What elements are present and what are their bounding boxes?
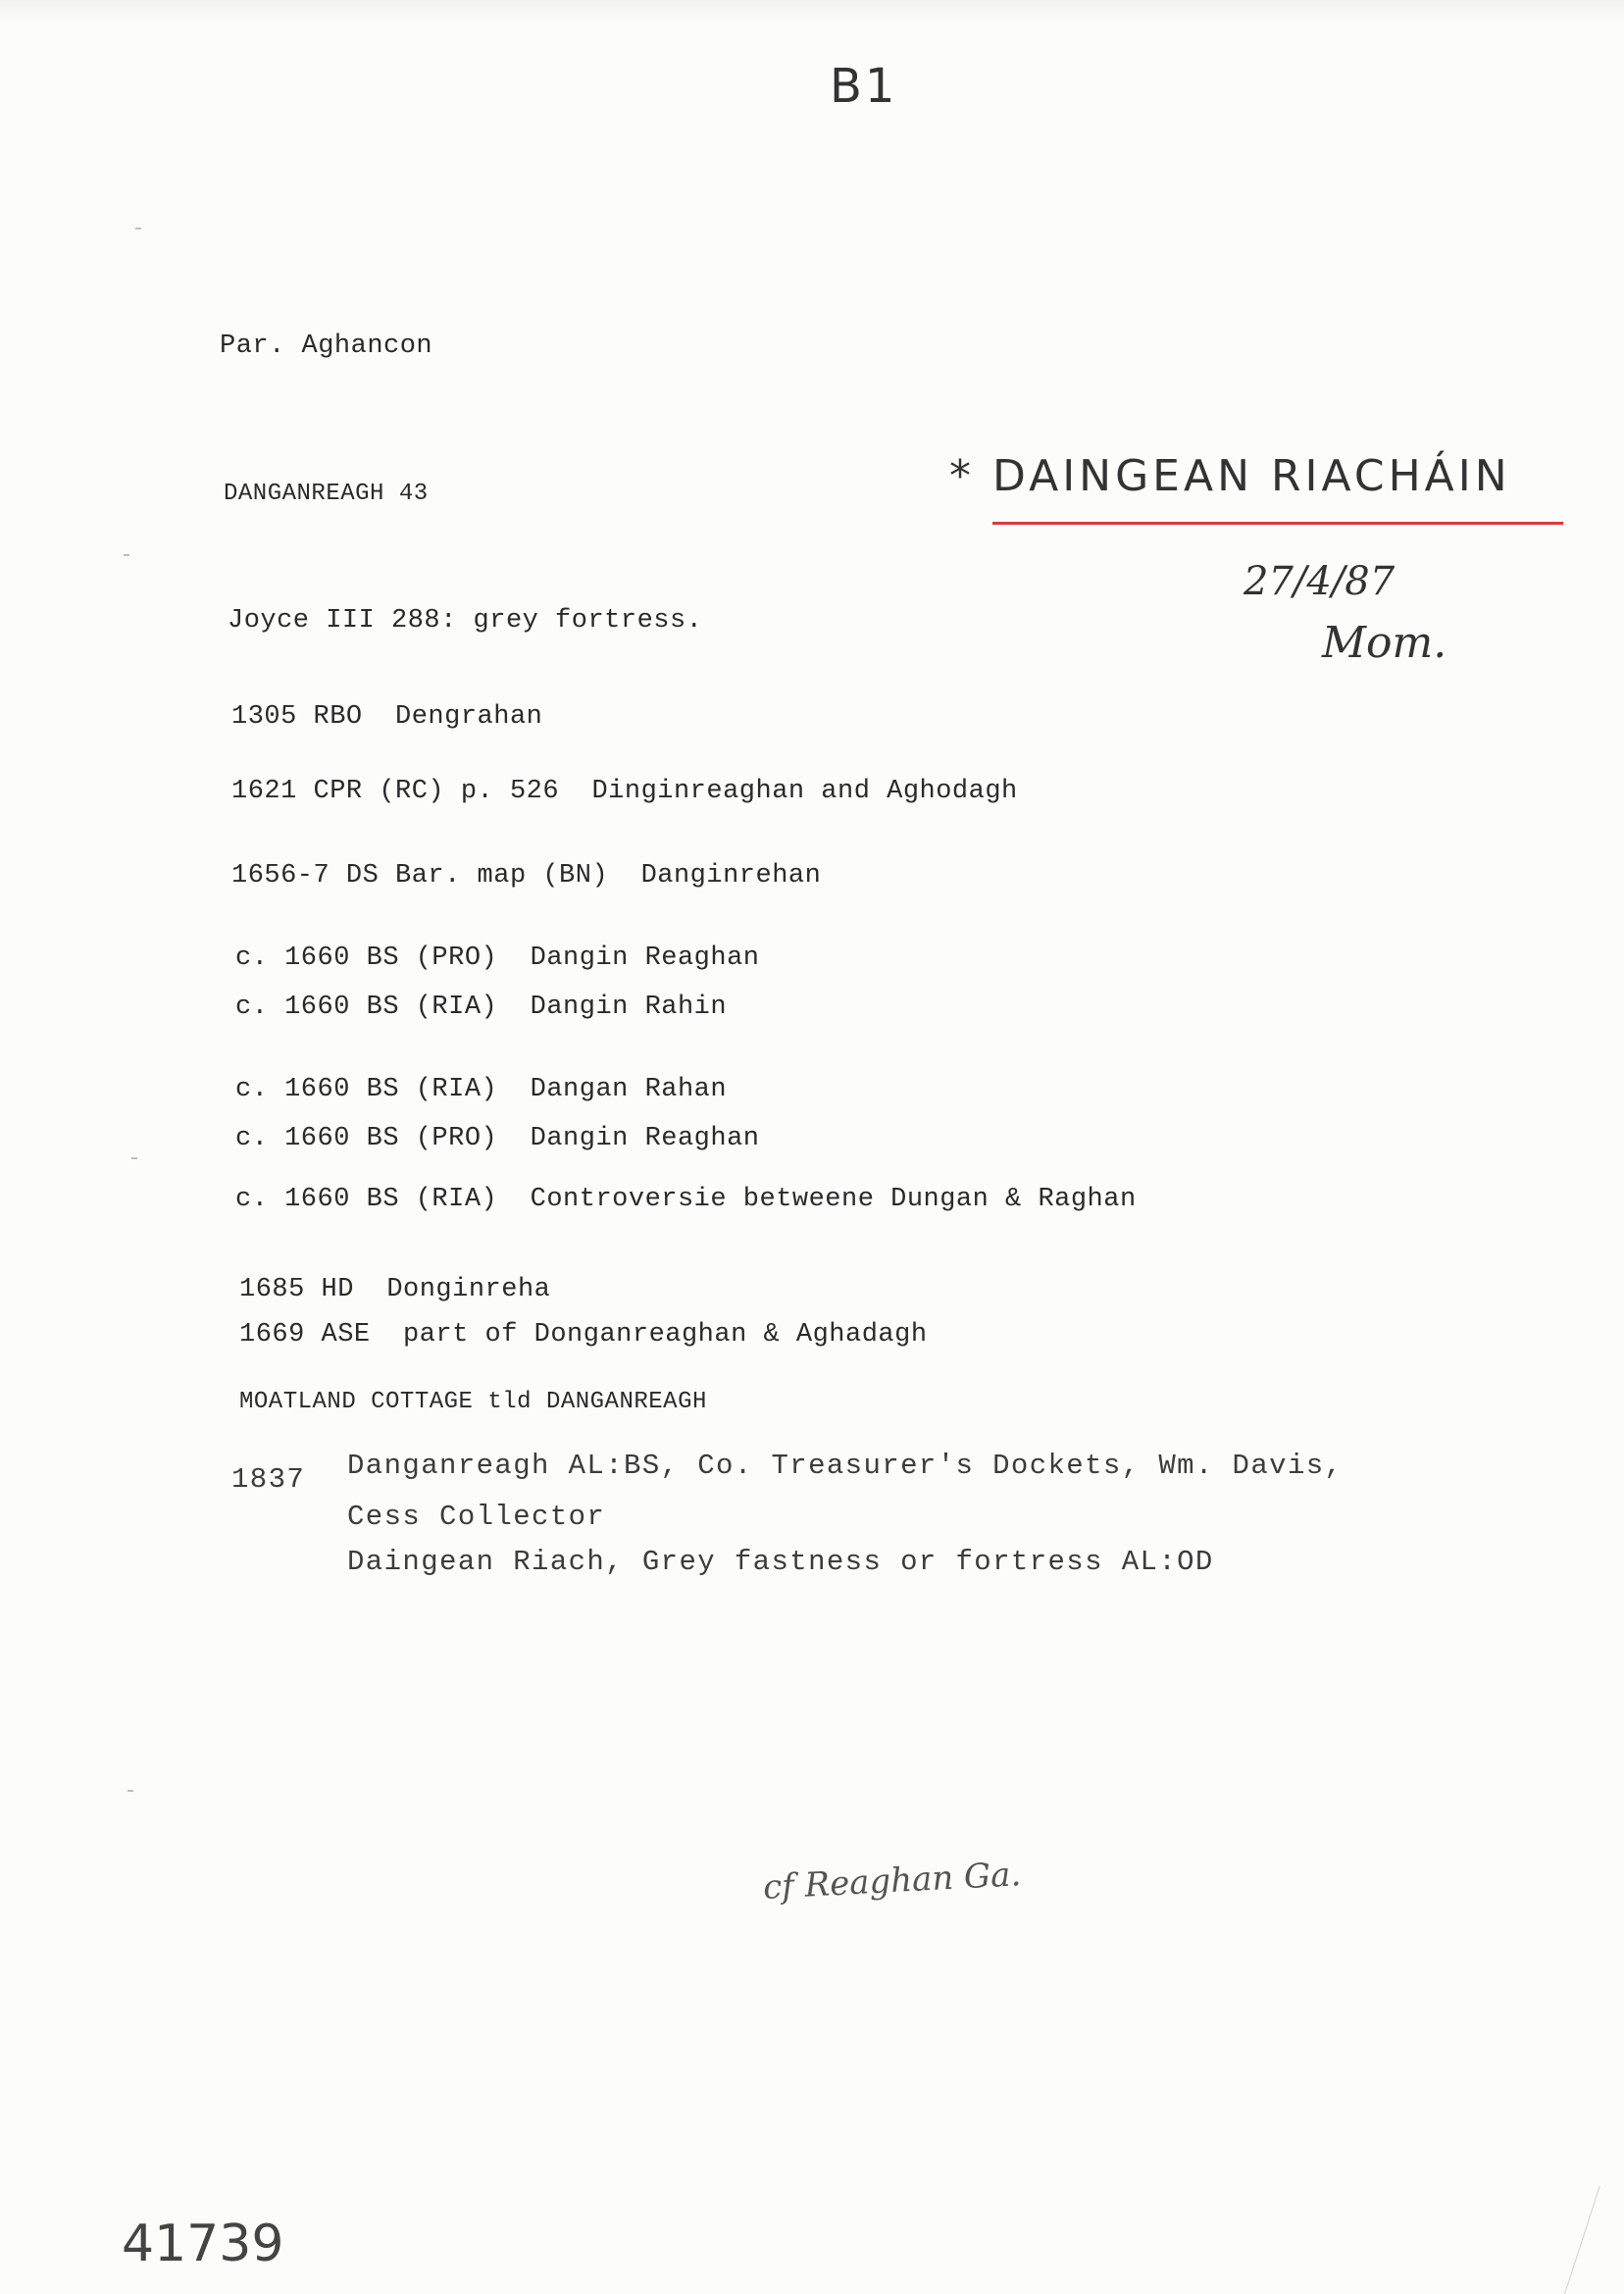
entry-row bbox=[239, 1275, 550, 1304]
parish-line: Par. Aghancon bbox=[220, 331, 433, 361]
headword: DANGANREAGH 43 bbox=[224, 481, 429, 507]
scan-edge bbox=[0, 0, 1624, 22]
entry-row bbox=[231, 702, 542, 732]
entry-1837-line3: Daingean Riach, Grey fastness or fortress AL:OD bbox=[347, 1546, 1214, 1578]
entry-source: c. 1660 BS (RIA) bbox=[235, 1185, 498, 1214]
entry-row bbox=[239, 1320, 928, 1350]
entry-row bbox=[231, 777, 1018, 806]
entry-form: Dangin Reaghan bbox=[530, 943, 760, 973]
entry-form: Controversie betweene Dungan & Raghan bbox=[530, 1185, 1137, 1214]
entry-source: 1685 HD bbox=[239, 1275, 354, 1304]
entry-form: Dangan Rahan bbox=[530, 1075, 728, 1104]
entry-row bbox=[235, 1124, 760, 1153]
entry-source: c. 1660 BS (RIA) bbox=[235, 993, 498, 1022]
scan-mark bbox=[127, 1790, 133, 1792]
entry-form: Dangin Reaghan bbox=[530, 1124, 760, 1153]
scan-mark bbox=[124, 554, 129, 556]
entry-form: part of Donganreaghan & Aghadagh bbox=[403, 1320, 928, 1350]
entry-form: Donginreha bbox=[386, 1275, 551, 1304]
entry-row bbox=[235, 1075, 727, 1104]
joyce-note: Joyce III 288: grey fortress. bbox=[228, 606, 703, 636]
irish-form: * DAINGEAN RIACHÁIN bbox=[949, 451, 1511, 501]
entry-1837-line1: Danganreagh AL:BS, Co. Treasurer's Dockets, Wm. Davis, bbox=[347, 1450, 1344, 1482]
corner-mark: B1 bbox=[830, 59, 898, 114]
entry-source: c. 1660 BS (PRO) bbox=[235, 943, 498, 973]
entry-source: 1305 RBO bbox=[231, 702, 363, 732]
entry-form: Dinginreaghan and Aghodagh bbox=[591, 777, 1018, 806]
scan-mark bbox=[135, 228, 141, 229]
archive-number: 41739 bbox=[122, 2215, 284, 2273]
entry-form: Danginrehan bbox=[640, 861, 822, 891]
scan-mark bbox=[131, 1157, 137, 1159]
entry-form: Dengrahan bbox=[395, 702, 543, 732]
entry-row bbox=[235, 1185, 1137, 1214]
page-fold bbox=[1564, 2186, 1624, 2294]
entry-source: c. 1660 BS (PRO) bbox=[235, 1124, 498, 1153]
entry-form: Dangin Rahin bbox=[530, 993, 728, 1022]
margin-note: cf Reaghan Ga. bbox=[762, 1855, 1023, 1908]
entry-1837-year: 1837 bbox=[231, 1463, 306, 1496]
entry-row bbox=[235, 943, 760, 973]
entry-source: c. 1660 BS (RIA) bbox=[235, 1075, 498, 1104]
entry-1837-line2: Cess Collector bbox=[347, 1501, 606, 1533]
entry-source: 1621 CPR (RC) p. 526 bbox=[231, 777, 560, 806]
moatland-line: MOATLAND COTTAGE tld DANGANREAGH bbox=[239, 1389, 707, 1415]
initials-note: Mom. bbox=[1322, 618, 1447, 668]
entry-source: 1656-7 DS Bar. map (BN) bbox=[231, 861, 609, 891]
entry-row bbox=[231, 861, 821, 891]
entry-row bbox=[235, 993, 727, 1022]
red-underline bbox=[992, 522, 1563, 525]
date-note: 27/4/87 bbox=[1243, 559, 1396, 604]
entry-source: 1669 ASE bbox=[239, 1320, 371, 1350]
